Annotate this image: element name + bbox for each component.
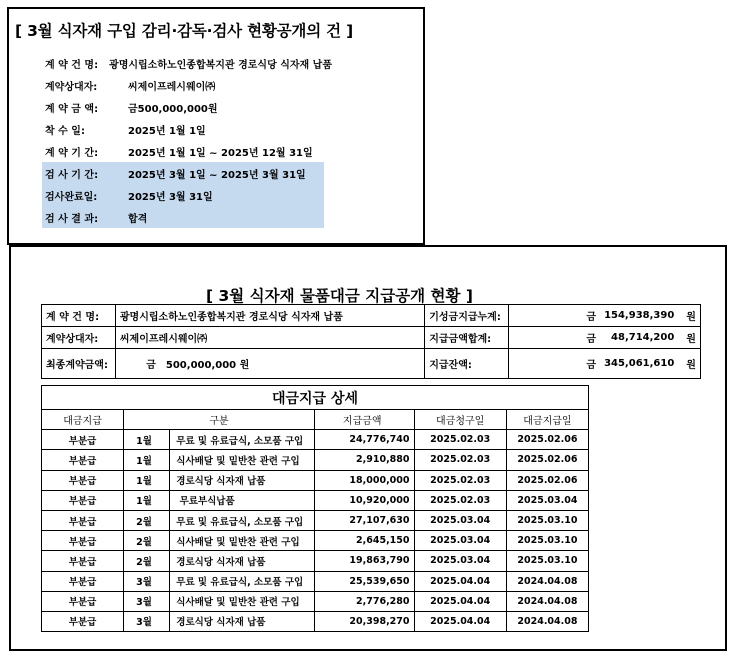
info-value: 2025년 3월 31일	[128, 191, 213, 203]
payment-disclosure-panel	[9, 245, 727, 651]
info-row	[42, 162, 324, 184]
info-label: 검 사 결 과:	[45, 213, 99, 225]
table-row	[42, 490, 589, 510]
payment-disclosure-title: [ 3월 식자재 물품대금 지급공개 현황 ]	[206, 287, 473, 305]
item-cell: 무료부식납품	[170, 490, 315, 510]
payment-type-cell: 부분급	[42, 430, 124, 450]
request-date-cell: 2025.04.04	[414, 571, 506, 591]
amount-cell: 27,107,630	[314, 510, 414, 530]
payment-type-cell: 부분급	[42, 490, 124, 510]
request-date-cell: 2025.03.04	[414, 531, 506, 551]
info-row	[42, 140, 332, 162]
item-cell: 경로식당 식자재 납품	[170, 611, 315, 631]
item-cell: 식사배달 및 밑반찬 관련 구입	[170, 450, 315, 470]
payment-type-cell: 부분급	[42, 551, 124, 571]
info-value: 2025년 3월 1일 ~ 2025년 3월 31일	[128, 169, 306, 181]
payment-type-cell: 부분급	[42, 531, 124, 551]
month-cell: 1월	[124, 430, 170, 450]
info-label: 계 약 건 명:	[45, 59, 99, 71]
month-cell: 1월	[124, 470, 170, 490]
payment-type-cell: 부분급	[42, 450, 124, 470]
balance-unit: 원	[678, 349, 700, 379]
contract-name-label: 계 약 건 명:	[42, 305, 116, 327]
info-value: 2025년 1월 1일	[128, 125, 206, 137]
table-row	[42, 591, 589, 611]
info-row	[42, 74, 332, 96]
amount-cell: 2,645,150	[314, 531, 414, 551]
contract-name-value: 광명시립소하노인종합복지관 경로식당 식자재 납품	[115, 305, 424, 327]
amount-cell: 20,398,270	[314, 611, 414, 631]
month-cell: 2월	[124, 531, 170, 551]
info-value: 금500,000,000원	[128, 103, 218, 115]
info-row	[42, 96, 332, 118]
month-cell: 3월	[124, 571, 170, 591]
info-row	[42, 118, 332, 140]
amount-cell: 25,539,650	[314, 571, 414, 591]
pay-date-cell: 2025.03.04	[506, 490, 588, 510]
header-amount: 지급금액	[314, 410, 414, 430]
request-date-cell: 2025.04.04	[414, 591, 506, 611]
table-row	[42, 450, 589, 470]
contractor-value: 씨제이프레시웨이㈜	[115, 327, 424, 349]
detail-rows	[42, 430, 589, 632]
amount-cell: 19,863,790	[314, 551, 414, 571]
paid-total-value: 154,938,390	[600, 305, 678, 327]
table-row	[42, 571, 589, 591]
item-cell: 무료 및 유료급식, 소모품 구입	[170, 430, 315, 450]
summary-row-contractor	[42, 327, 701, 349]
amount-cell: 24,776,740	[314, 430, 414, 450]
balance-currency: 금	[509, 349, 600, 379]
request-date-cell: 2025.04.04	[414, 611, 506, 631]
contractor-label: 계약상대자:	[42, 327, 116, 349]
month-cell: 3월	[124, 591, 170, 611]
pay-date-cell: 2025.02.06	[506, 430, 588, 450]
info-label: 검사완료일:	[45, 191, 98, 203]
amount-cell: 18,000,000	[314, 470, 414, 490]
info-label: 계 약 금 액:	[45, 103, 99, 115]
final-amount-value: 500,000,000 원	[165, 360, 250, 371]
pay-date-cell: 2024.04.08	[506, 571, 588, 591]
summary-row-final-amount	[42, 349, 701, 379]
item-cell: 무료 및 유료급식, 소모품 구입	[170, 510, 315, 530]
pay-date-cell: 2025.03.10	[506, 510, 588, 530]
pay-date-cell: 2025.02.06	[506, 470, 588, 490]
info-label: 계약상대자:	[45, 81, 98, 93]
header-payment-type: 대금지급	[42, 410, 124, 430]
table-row	[42, 430, 589, 450]
contract-summary-table	[41, 304, 701, 379]
payment-detail-table	[41, 385, 589, 632]
table-row	[42, 470, 589, 490]
request-date-cell: 2025.03.04	[414, 551, 506, 571]
paid-total-label: 기성금지급누계:	[425, 305, 509, 327]
paid-sum-currency: 금	[509, 327, 600, 349]
table-row	[42, 510, 589, 530]
info-value: 합격	[128, 213, 148, 225]
info-row	[42, 184, 324, 206]
header-category: 구분	[124, 410, 315, 430]
table-row	[42, 611, 589, 631]
amount-cell: 10,920,000	[314, 490, 414, 510]
pay-date-cell: 2025.03.10	[506, 551, 588, 571]
request-date-cell: 2025.03.04	[414, 510, 506, 530]
info-row	[42, 206, 324, 228]
request-date-cell: 2025.02.03	[414, 470, 506, 490]
info-value: 씨제이프레시웨이㈜	[128, 81, 216, 93]
table-row	[42, 531, 589, 551]
table-row	[42, 551, 589, 571]
item-cell: 무료 및 유료급식, 소모품 구입	[170, 571, 315, 591]
request-date-cell: 2025.02.03	[414, 450, 506, 470]
payment-type-cell: 부분급	[42, 611, 124, 631]
paid-sum-value: 48,714,200	[600, 327, 678, 349]
inspection-notice-panel	[7, 7, 425, 245]
pay-date-cell: 2024.04.08	[506, 591, 588, 611]
info-label: 계 약 기 간:	[45, 147, 99, 159]
detail-caption: 대금지급 상세	[42, 386, 589, 410]
month-cell: 3월	[124, 611, 170, 631]
month-cell: 1월	[124, 490, 170, 510]
info-row	[42, 52, 332, 74]
pay-date-cell: 2025.03.10	[506, 531, 588, 551]
pay-date-cell: 2024.04.08	[506, 611, 588, 631]
summary-row-contract-name	[42, 305, 701, 327]
info-label: 검 사 기 간:	[45, 169, 99, 181]
amount-cell: 2,910,880	[314, 450, 414, 470]
request-date-cell: 2025.02.03	[414, 430, 506, 450]
inspection-notice-title: [ 3월 식자재 구입 감리·감독·검사 현황공개의 건 ]	[15, 22, 354, 40]
request-date-cell: 2025.02.03	[414, 490, 506, 510]
header-request-date: 대금청구일	[414, 410, 506, 430]
payment-type-cell: 부분급	[42, 591, 124, 611]
month-cell: 2월	[124, 510, 170, 530]
header-pay-date: 대금지급일	[506, 410, 588, 430]
payment-type-cell: 부분급	[42, 470, 124, 490]
item-cell: 경로식당 식자재 납품	[170, 551, 315, 571]
month-cell: 1월	[124, 450, 170, 470]
balance-label: 지급잔액:	[425, 349, 509, 379]
item-cell: 경로식당 식자재 납품	[170, 470, 315, 490]
pay-date-cell: 2025.02.06	[506, 450, 588, 470]
payment-type-cell: 부분급	[42, 510, 124, 530]
item-cell: 식사배달 및 밑반찬 관련 구입	[170, 591, 315, 611]
info-value: 2025년 1월 1일 ~ 2025년 12월 31일	[128, 147, 313, 159]
item-cell: 식사배달 및 밑반찬 관련 구입	[170, 531, 315, 551]
amount-cell: 2,776,280	[314, 591, 414, 611]
paid-total-currency: 금	[509, 305, 600, 327]
final-amount-cell	[115, 349, 424, 379]
detail-header-row	[42, 410, 589, 430]
paid-sum-unit: 원	[678, 327, 700, 349]
detail-caption-row	[42, 386, 589, 410]
month-cell: 2월	[124, 551, 170, 571]
info-label: 착 수 일:	[45, 125, 85, 137]
final-amount-currency: 금	[146, 360, 156, 371]
balance-value: 345,061,610	[600, 349, 678, 379]
final-amount-label: 최종계약금액:	[42, 349, 116, 379]
info-value: 광명시립소하노인종합복지관 경로식당 식자재 납품	[109, 59, 332, 71]
paid-sum-label: 지급금액합계:	[425, 327, 509, 349]
paid-total-unit: 원	[678, 305, 700, 327]
payment-type-cell: 부분급	[42, 571, 124, 591]
